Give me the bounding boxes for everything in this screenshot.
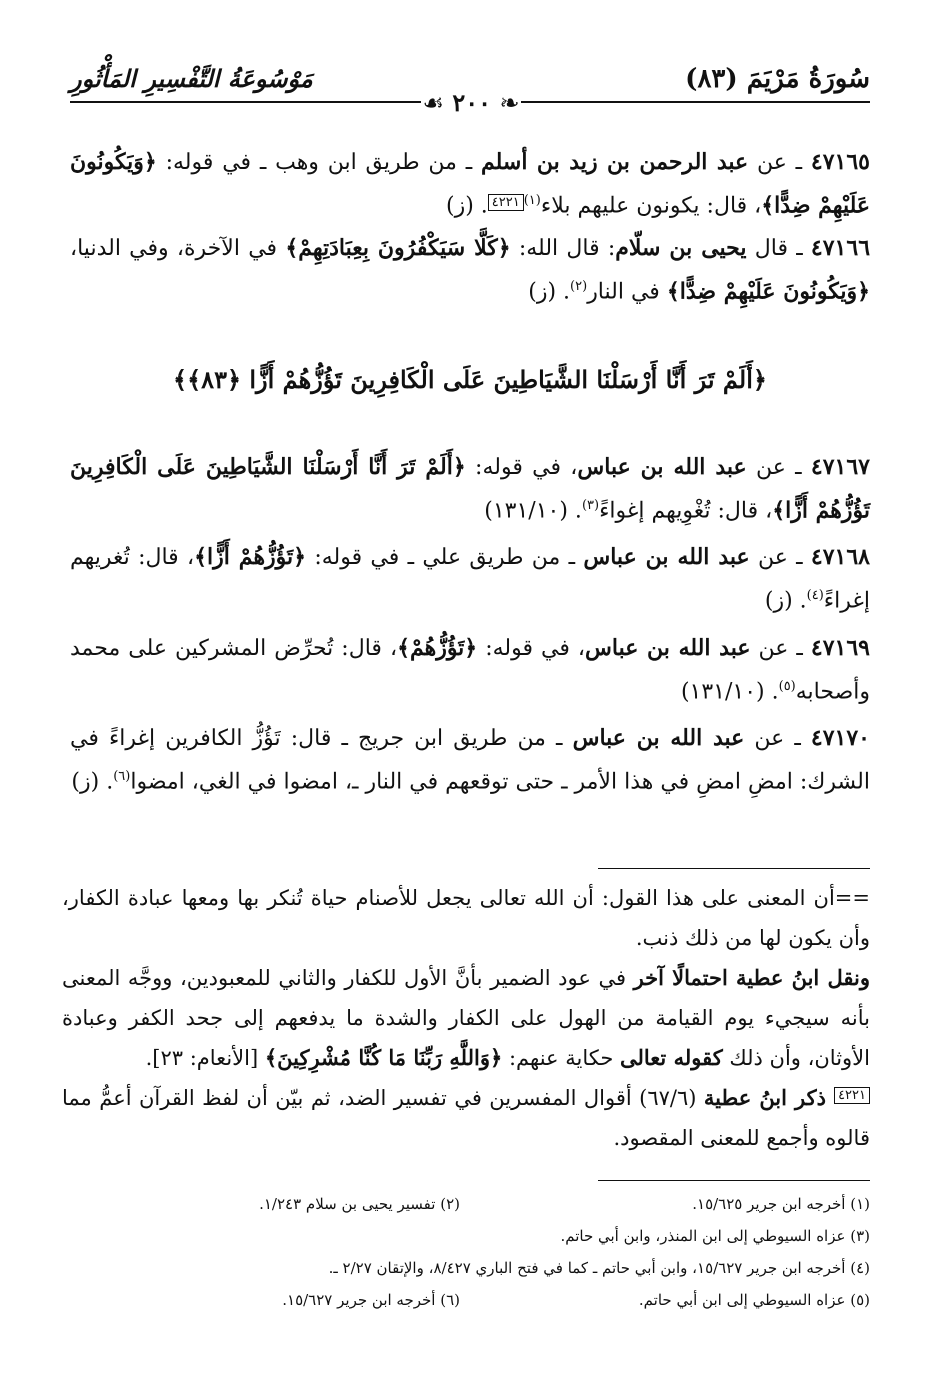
quran-quote: ﴿وَاللَّهِ رَبِّنَا مَا كُنَّا مُشْرِكِينَ﴾ (264, 1045, 503, 1070)
entry (70, 629, 870, 711)
entry-number: ٤٧١٦٥ (810, 149, 870, 175)
entry-text: ـ من طريق علي ـ في قوله: (306, 545, 584, 571)
entry-text: ، قال: تُحرِّض المشركين على محمد وأصحابه (70, 635, 870, 704)
entry-number: ٤٧١٦٦ (810, 235, 871, 262)
entry-number: ٤٧١٦٩ (810, 634, 870, 661)
page-number-value: ٢٠٠ (452, 88, 492, 117)
quran-quote: ﴿وَيَكُونُونَ عَلَيْهِمْ ضِدًّا﴾ (70, 149, 870, 219)
footnote-row (60, 1188, 870, 1220)
narrator: عبد الله بن عباس (577, 454, 747, 480)
commentary-bold: ونقل ابنُ عطية احتمالًا آخر (633, 965, 870, 990)
entry-text: ، في قوله: (477, 635, 586, 661)
narrator: عبد الرحمن بن زيد بن أسلم (481, 149, 749, 175)
commentary-paragraph (62, 1078, 870, 1158)
commentary-text: [الأنعام: ٢٣]. (145, 1046, 265, 1070)
footnote: (٤) أخرجه ابن جرير ١٥/٦٢٧، وابن أبي حاتم ـ كما في فتح الباري ٨/٤٢٧، والإتقان ٢/٢٧ ـ. (328, 1259, 870, 1277)
entry-text: . (١٣١/١٠) (680, 678, 779, 704)
entries-block-1 (70, 143, 870, 312)
ornament-right-icon: ❧ (499, 89, 520, 117)
entry (70, 448, 870, 530)
entry-text: . (١٣١/١٠) (484, 498, 582, 524)
quran-quote: ﴿تَؤُزُّهُمْ أَزًّا﴾ (194, 544, 307, 571)
footnote-row (60, 1252, 870, 1284)
narrator: عبد الله بن عباس (572, 724, 745, 751)
footnote: (٥) عزاه السيوطي إلى ابن أبي حاتم. (638, 1291, 870, 1309)
entry-text: ، في قوله: (465, 455, 578, 480)
entry-text: ـ عن (749, 545, 811, 571)
entry-text: في النار (587, 279, 667, 305)
footnote: (٦) أخرجه ابن جرير ١٥/٦٢٧. (282, 1291, 460, 1309)
quran-quote: ﴿أَلَمْ تَرَ أَنَّا أَرْسَلْنَا الشَّيَاطِينَ عَلَى الْكَافِرِينَ تَؤُزُّهُمْ أَزًّا﴾ (70, 454, 870, 524)
book-title: مَوْسُوعَةُ التَّفْسِيرِ المَأْثُورِ (70, 64, 313, 93)
entries-block-2 (70, 448, 870, 801)
entry-text: ـ عن (750, 635, 811, 661)
entry-text: . (ز) (71, 769, 114, 795)
entry-text: ـ من طريق ابن جريج ـ قال: تَؤُزُّ الكافرين إغراءً في الشرك: امضِ امضِ في هذا الأمر ـ حتى توقعهم في النار ـ، امضوا في الغي، امضوا (70, 725, 870, 795)
narrator: عبد الله بن عباس (583, 544, 750, 571)
footnote-row (60, 1284, 870, 1316)
entry-text: ـ عن (748, 150, 811, 175)
footnote-ref[interactable]: (٦) (113, 768, 131, 784)
commentary-block (62, 878, 870, 1158)
entry (70, 538, 870, 620)
entry-number: ٤٧١٧٠ (810, 724, 870, 751)
commentary-text: (٦٧/٦) أقوال المفسرين في تفسير الضد، ثم بيّن أن لفظ القرآن أعمُّ مما قالوه وأجمع للمعنى المقصود. (62, 1086, 870, 1150)
footnote-ref[interactable]: (٢) (570, 279, 588, 295)
footnote-ref[interactable]: (٥) (778, 678, 796, 694)
quran-quote: ﴿كَلَّا سَيَكْفُرُونَ بِعِبَادَتِهِمْ﴾ (285, 235, 511, 262)
footnote-ref[interactable]: (٣) (581, 498, 600, 513)
entry-text: ـ قال (746, 236, 811, 262)
entry-text: . (ز) (528, 279, 571, 305)
entry-text: في الآخرة، وفي الدنيا، (70, 236, 286, 262)
footnote: (٣) عزاه السيوطي إلى ابن المنذر، وابن أبي حاتم. (560, 1227, 870, 1245)
commentary-text: حكاية عنهم: (502, 1046, 620, 1070)
footnote-ref[interactable]: (٤) (806, 588, 824, 604)
entry-text: . (ز) (446, 193, 488, 219)
quran-verse-heading: ﴿أَلَمْ تَرَ أَنَّا أَرْسَلْنَا الشَّيَاطِينَ عَلَى الْكَافِرِينَ تَؤُزُّهُمْ أَزًّا ﴿٨٣﴾﴾ (173, 365, 767, 394)
commentary-paragraph: ==أن المعنى على هذا القول: أن الله تعالى يجعل للأصنام حياة تُنكر بها ومعها عبادة الكفار، وأن يكون لها من ذلك ذنب. (62, 886, 870, 950)
entry (70, 143, 870, 225)
quran-quote: ﴿وَيَكُونُونَ عَلَيْهِمْ ضِدًّا﴾ (666, 278, 870, 305)
entry-text: ، قال: تُغريهم إغراءً (70, 545, 870, 614)
entry-text: ـ من طريق ابن وهب ـ في قوله: (156, 150, 481, 175)
sura-title: سُورَةُ مَرْيَمَ (٨٣) (685, 64, 870, 94)
footnotes-rule (598, 1180, 870, 1181)
commentary-bold: كقوله تعالى (620, 1045, 723, 1070)
ornament-left-icon: ☙ (422, 89, 444, 117)
footnote-ref[interactable]: (١) (523, 193, 541, 208)
commentary-ref-box[interactable]: ٤٢٢١ (834, 1087, 870, 1104)
footnotes (60, 1188, 870, 1316)
footnote: (١) أخرجه ابن جرير ١٥/٦٢٥. (692, 1195, 870, 1213)
commentary-rule (598, 868, 870, 869)
footnote: (٢) تفسير يحيى بن سلام ١/٢٤٣. (259, 1195, 460, 1213)
narrator: يحيى بن سلّام (615, 235, 747, 262)
entry-text: ـ عن (746, 455, 811, 480)
entry-text: . (ز) (764, 588, 807, 614)
narrator: عبد الله بن عباس (585, 634, 751, 661)
quran-quote: ﴿تَؤُزُّهُمْ﴾ (397, 634, 478, 661)
commentary-paragraph (62, 958, 870, 1078)
entry (70, 229, 870, 311)
commentary-ref-box[interactable]: ٤٢٢١ (488, 194, 524, 211)
commentary-bold: ذكر ابنُ عطية (703, 1085, 835, 1110)
entry-text: : قال الله: (510, 236, 616, 262)
entry-number: ٤٧١٦٧ (810, 454, 870, 480)
entry-text: ، قال: تُغْوِيهم إغواءً (599, 498, 773, 524)
entry (70, 719, 870, 801)
page-number (421, 88, 521, 117)
entry-number: ٤٧١٦٨ (810, 544, 870, 571)
entry-text: ـ عن (744, 725, 811, 751)
footnote-row (60, 1220, 870, 1252)
entry-text: ، قال: يكونون عليهم بلاء (540, 193, 762, 219)
commentary-text: في عود الضمير بأنَّ الأول للكفار والثاني للمعبودين، ووجَّه المعنى بأنه سيجيء يوم القيامة من الهول على الكفار والشدة ما يدفعهم إلى جحد الكفر وعبادة الأوثان، وأن ذلك (62, 966, 870, 1070)
